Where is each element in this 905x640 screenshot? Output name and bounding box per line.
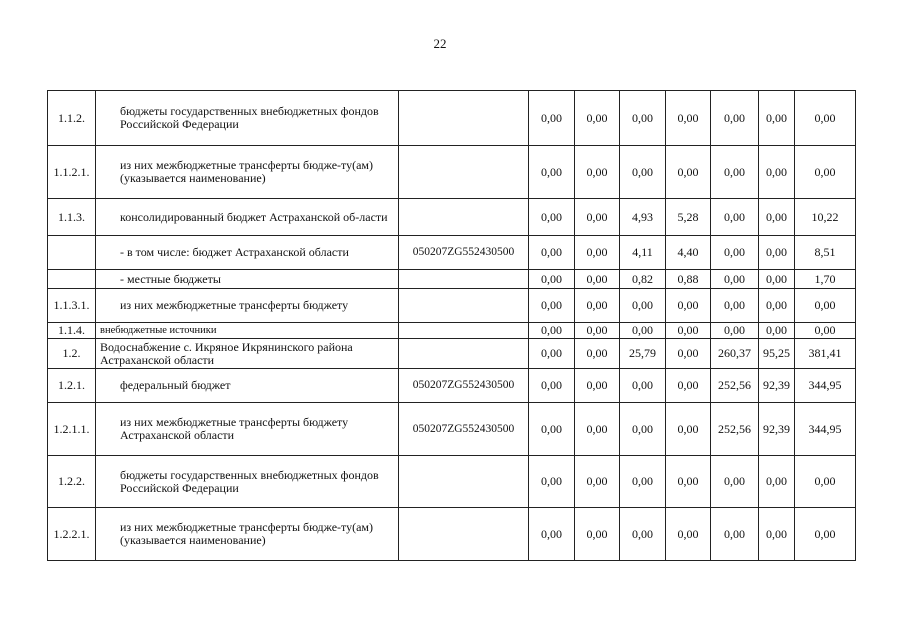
value-cell: 0,00 [575, 508, 620, 561]
row-description: - в том числе: бюджет Астраханской области [96, 236, 399, 270]
value-cell: 0,00 [575, 91, 620, 146]
table-row [48, 339, 856, 369]
value-cell: 0,00 [529, 270, 575, 289]
value-cell: 0,00 [666, 508, 711, 561]
value-cell: 0,00 [759, 456, 795, 508]
value-cell: 0,00 [759, 199, 795, 236]
value-cell: 252,56 [711, 403, 759, 456]
budget-code: 050207ZG552430500 [399, 369, 529, 403]
value-cell: 0,00 [529, 456, 575, 508]
value-cell: 10,22 [795, 199, 856, 236]
value-cell: 0,00 [575, 339, 620, 369]
value-cell: 0,00 [575, 289, 620, 323]
table-row [48, 236, 856, 270]
value-cell: 0,00 [575, 369, 620, 403]
budget-table [47, 90, 856, 561]
budget-code [399, 323, 529, 339]
value-cell: 0,00 [759, 323, 795, 339]
table-row [48, 91, 856, 146]
budget-code [399, 270, 529, 289]
value-cell: 0,00 [620, 146, 666, 199]
value-cell: 260,37 [711, 339, 759, 369]
row-number: 1.1.3. [48, 199, 96, 236]
value-cell: 0,00 [795, 146, 856, 199]
value-cell: 0,00 [795, 323, 856, 339]
row-number: 1.1.3.1. [48, 289, 96, 323]
row-description: бюджеты государственных внебюджетных фондов Российской Федерации [96, 91, 399, 146]
value-cell: 0,00 [711, 146, 759, 199]
value-cell: 4,40 [666, 236, 711, 270]
value-cell: 0,00 [711, 456, 759, 508]
value-cell: 344,95 [795, 369, 856, 403]
value-cell: 0,00 [711, 323, 759, 339]
value-cell: 344,95 [795, 403, 856, 456]
page-number: 22 [433, 36, 447, 51]
value-cell: 0,00 [711, 199, 759, 236]
value-cell: 0,00 [711, 270, 759, 289]
value-cell: 25,79 [620, 339, 666, 369]
value-cell: 0,00 [795, 289, 856, 323]
table-row [48, 289, 856, 323]
budget-code [399, 289, 529, 323]
value-cell: 4,93 [620, 199, 666, 236]
row-number: 1.1.2.1. [48, 146, 96, 199]
table-row [48, 323, 856, 339]
value-cell: 0,00 [759, 236, 795, 270]
value-cell: 0,00 [666, 289, 711, 323]
table-row [48, 456, 856, 508]
row-description: из них межбюджетные трансферты бюджету [96, 289, 399, 323]
value-cell: 0,00 [666, 339, 711, 369]
row-number: 1.2.2.1. [48, 508, 96, 561]
value-cell: 0,00 [759, 270, 795, 289]
value-cell: 0,00 [575, 199, 620, 236]
value-cell: 0,00 [620, 323, 666, 339]
budget-code [399, 508, 529, 561]
value-cell: 0,82 [620, 270, 666, 289]
value-cell: 95,25 [759, 339, 795, 369]
value-cell: 0,00 [575, 323, 620, 339]
value-cell: 0,00 [529, 199, 575, 236]
value-cell: 0,00 [711, 91, 759, 146]
value-cell: 0,00 [759, 91, 795, 146]
row-description: федеральный бюджет [96, 369, 399, 403]
value-cell: 0,00 [711, 289, 759, 323]
row-number: 1.1.2. [48, 91, 96, 146]
value-cell: 0,00 [666, 456, 711, 508]
row-description: бюджеты государственных внебюджетных фондов Российской Федерации [96, 456, 399, 508]
value-cell: 0,00 [529, 323, 575, 339]
table-row [48, 369, 856, 403]
budget-code: 050207ZG552430500 [399, 236, 529, 270]
budget-code [399, 456, 529, 508]
row-number: 1.2.1.1. [48, 403, 96, 456]
value-cell: 0,00 [620, 508, 666, 561]
table-row [48, 199, 856, 236]
value-cell: 381,41 [795, 339, 856, 369]
value-cell: 0,00 [795, 91, 856, 146]
value-cell: 0,00 [575, 403, 620, 456]
value-cell: 0,00 [620, 456, 666, 508]
value-cell: 0,00 [529, 339, 575, 369]
row-description: внебюджетные источники [96, 323, 399, 339]
table-row [48, 403, 856, 456]
value-cell: 0,00 [529, 146, 575, 199]
value-cell: 0,00 [759, 508, 795, 561]
value-cell: 0,00 [529, 236, 575, 270]
budget-code: 050207ZG552430500 [399, 403, 529, 456]
value-cell: 0,00 [759, 289, 795, 323]
row-description: Водоснабжение с. Икряное Икрянинского района Астраханской области [96, 339, 399, 369]
value-cell: 0,00 [575, 270, 620, 289]
value-cell: 0,00 [529, 289, 575, 323]
table-row [48, 146, 856, 199]
row-number [48, 236, 96, 270]
value-cell: 0,00 [529, 508, 575, 561]
table-row [48, 508, 856, 561]
value-cell: 0,00 [620, 289, 666, 323]
value-cell: 252,56 [711, 369, 759, 403]
value-cell: 92,39 [759, 369, 795, 403]
row-number [48, 270, 96, 289]
value-cell: 0,00 [666, 146, 711, 199]
table-row [48, 270, 856, 289]
value-cell: 1,70 [795, 270, 856, 289]
value-cell: 0,00 [620, 369, 666, 403]
row-number: 1.1.4. [48, 323, 96, 339]
row-description: - местные бюджеты [96, 270, 399, 289]
budget-code [399, 91, 529, 146]
value-cell: 0,00 [711, 236, 759, 270]
budget-code [399, 199, 529, 236]
budget-code [399, 339, 529, 369]
row-description: из них межбюджетные трансферты бюдже-ту(ам) (указывается наименование) [96, 508, 399, 561]
value-cell: 0,00 [795, 508, 856, 561]
value-cell: 92,39 [759, 403, 795, 456]
value-cell: 0,00 [620, 403, 666, 456]
value-cell: 0,88 [666, 270, 711, 289]
row-number: 1.2.1. [48, 369, 96, 403]
value-cell: 0,00 [795, 456, 856, 508]
value-cell: 0,00 [575, 456, 620, 508]
value-cell: 0,00 [711, 508, 759, 561]
value-cell: 0,00 [666, 403, 711, 456]
row-description: из них межбюджетные трансферты бюджету Астраханской области [96, 403, 399, 456]
value-cell: 0,00 [666, 369, 711, 403]
budget-code [399, 146, 529, 199]
value-cell: 8,51 [795, 236, 856, 270]
value-cell: 0,00 [529, 403, 575, 456]
value-cell: 0,00 [666, 91, 711, 146]
value-cell: 5,28 [666, 199, 711, 236]
value-cell: 4,11 [620, 236, 666, 270]
value-cell: 0,00 [529, 91, 575, 146]
value-cell: 0,00 [575, 146, 620, 199]
row-description: из них межбюджетные трансферты бюдже-ту(ам) (указывается наименование) [96, 146, 399, 199]
value-cell: 0,00 [759, 146, 795, 199]
value-cell: 0,00 [529, 369, 575, 403]
row-number: 1.2.2. [48, 456, 96, 508]
row-number: 1.2. [48, 339, 96, 369]
value-cell: 0,00 [666, 323, 711, 339]
row-description: консолидированный бюджет Астраханской об-ласти [96, 199, 399, 236]
value-cell: 0,00 [620, 91, 666, 146]
value-cell: 0,00 [575, 236, 620, 270]
